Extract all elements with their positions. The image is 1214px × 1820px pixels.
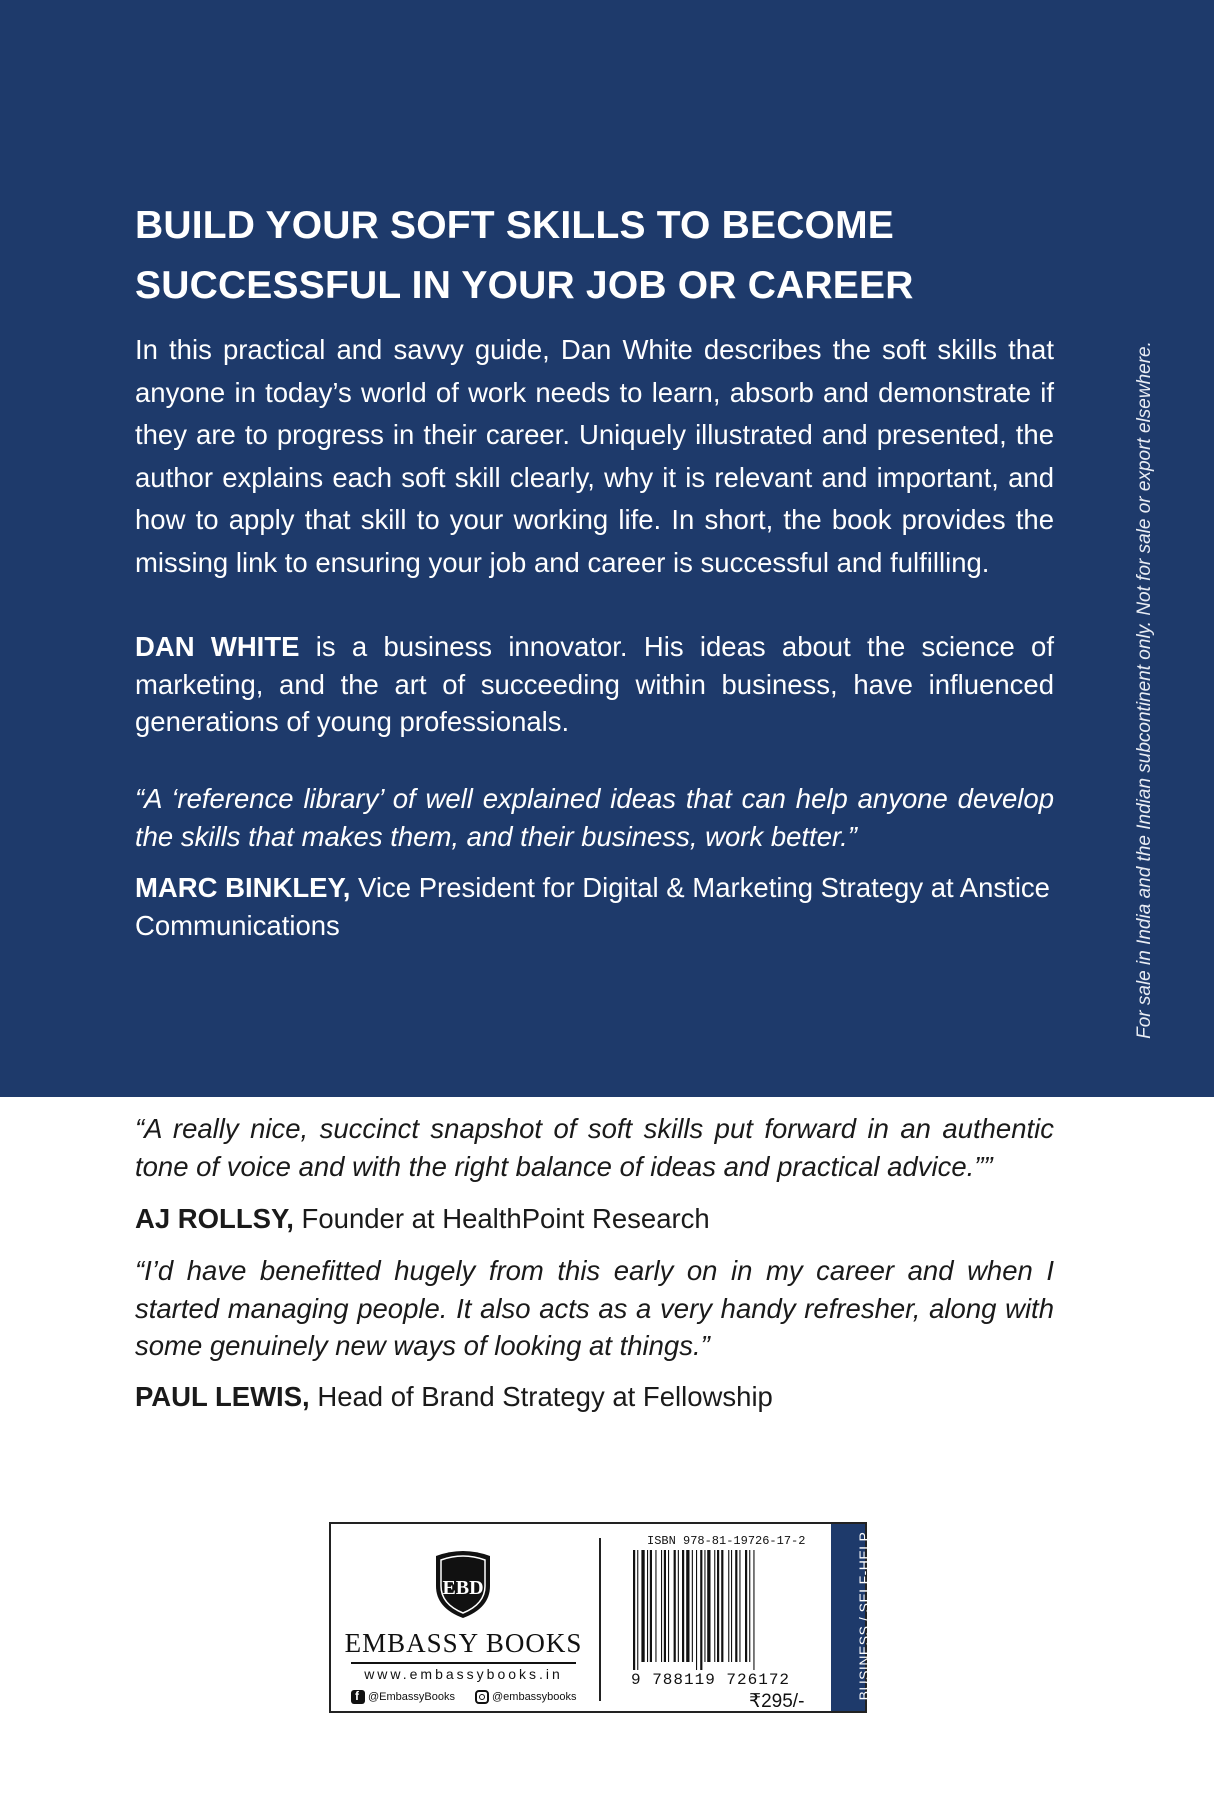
barcode-bar [692,1550,693,1662]
publisher-website: www.embassybooks.in [364,1666,563,1682]
ean-barcode [631,1550,791,1670]
barcode-bar [717,1550,719,1662]
book-description: In this practical and savvy guide, Dan White describes the soft skills that anyone in today’s world of work needs to learn, absorb and demonstrate if they are to progress in their career. Uniquely illustrated and presented, the author explains each soft skill clearly, why it is relevant and important, and how to apply that skill to your working life. In short, the book provides the missing link to ensuring your job and career is successful and fulfilling. [135,334,1054,578]
testimonial-attribution [135,1378,1054,1416]
barcode-bar [714,1550,715,1662]
barcode-bar [674,1550,676,1662]
testimonial-name: PAUL LEWIS, [135,1381,310,1412]
facebook-handle-text: @EmbassyBooks [368,1691,455,1703]
author-bio [135,628,1054,741]
barcode-bar [721,1550,723,1662]
barcode-bar [735,1550,737,1662]
barcode-bar [731,1550,732,1662]
price: ₹295/- [749,1691,805,1712]
publisher-barcode-box [329,1522,872,1713]
category-label: BUSINESS / SELF-HELP [856,1531,872,1701]
sale-restriction-note: For sale in India and the Indian subcontinent only. Not for sale or export elsewhere. [1134,341,1155,1039]
testimonial-role: Founder at HealthPoint Research [293,1203,710,1234]
barcode-bar [682,1550,684,1662]
testimonial-name: AJ ROLLSY, [135,1203,294,1234]
barcode-bar [700,1550,702,1670]
publisher-logo [331,1524,596,1711]
ean-number: 9 788119 726172 [631,1671,791,1689]
barcode-bar [753,1550,754,1670]
testimonial-quote: “I’d have benefitted hugely from this early on in my career and when I started managing people. It also acts as a very handy refresher, along with some genuinely new ways of looking at things.” [135,1255,1054,1361]
instagram-icon [475,1690,489,1704]
barcode-bar [678,1550,679,1662]
testimonial-quote: “A really nice, succinct snapshot of soft skills put forward in an authentic tone of voice and with the right balance of ideas and practical advice.”” [135,1113,1054,1182]
facebook-icon [351,1690,365,1704]
author-bio-text: is a business innovator. His ideas about the science of marketing, and the art of succeeding within business, have influenced generations of young professionals. [135,631,1054,737]
barcode-bar [696,1550,697,1670]
barcode-bar [728,1550,729,1662]
instagram-handle-text: @embassybooks [492,1691,577,1703]
barcode-bar [647,1550,648,1662]
barcode-bar [633,1550,635,1670]
brand-rule [351,1662,576,1664]
barcode-bar [650,1550,652,1662]
headline-line-2: SUCCESSFUL IN YOUR JOB OR CAREER [135,264,914,307]
barcode-bar [664,1550,666,1662]
testimonial-attribution [135,1200,1054,1238]
barcode-bar [749,1550,750,1662]
barcode-bar [707,1550,710,1662]
facebook-handle [351,1690,455,1704]
barcode-bar [641,1550,644,1662]
barcode-bar [655,1550,656,1662]
instagram-handle [475,1690,577,1704]
barcode-bar [739,1550,740,1662]
headline [135,196,1054,316]
barcode-bar [668,1550,669,1662]
barcode-bar [686,1550,689,1662]
barcode-bar [637,1550,638,1670]
isbn-text: ISBN 978-81-19726-17-2 [647,1534,806,1548]
publisher-name: EMBASSY BOOKS [344,1628,583,1658]
category-band [831,1524,872,1711]
testimonial-role: Head of Brand Strategy at Fellowship [309,1381,773,1412]
divider [599,1538,601,1701]
shield-icon [432,1550,494,1620]
author-name: DAN WHITE [135,631,300,662]
barcode-bar [745,1550,747,1662]
logo-monogram: EBD [442,1577,484,1599]
testimonial-name: MARC BINKLEY, [135,872,351,903]
barcode-bar [661,1550,662,1662]
testimonial-attribution [135,869,1054,944]
testimonial-role: Vice President for Digital & Marketing Strategy at Anstice Communications [135,872,1050,941]
headline-line-1: BUILD YOUR SOFT SKILLS TO BECOME [135,204,894,247]
testimonial-quote: “A ‘reference library’ of well explained ideas that can help anyone develop the skills that makes them, and their business, work better.” [135,783,1054,852]
barcode-bar [704,1550,705,1662]
